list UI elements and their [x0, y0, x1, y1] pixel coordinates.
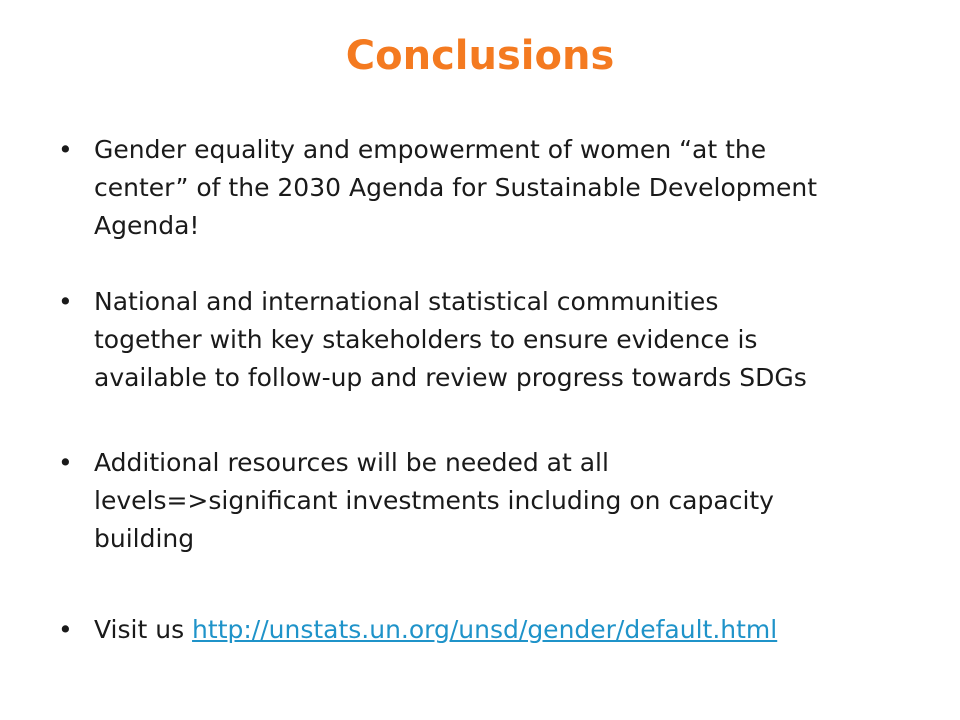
bullet-item — [58, 611, 908, 649]
bullet-text: Additional resources will be needed at all levels=>significant investments including on capacity building — [94, 448, 774, 553]
unsd-gender-link[interactable]: http://unstats.un.org/unsd/gender/default.html — [192, 615, 778, 644]
bullet-item — [58, 283, 908, 397]
bullet-item — [58, 131, 908, 245]
bullet-dot-icon: • — [58, 287, 73, 316]
bullet-text: Gender equality and empowerment of women “at the center” of the 2030 Agenda for Sustainable Development Agenda! — [94, 135, 818, 240]
visit-us-label: Visit us — [94, 615, 193, 644]
bullet-text: National and international statistical communities together with key stakeholders to ensure evidence is available to follow-up and review progress towards SDGs — [94, 287, 807, 392]
bullet-text-with-link — [94, 611, 908, 649]
slide-title: Conclusions — [345, 33, 615, 79]
bullet-dot-icon: • — [58, 448, 73, 477]
bullet-dot-icon: • — [58, 615, 73, 644]
bullet-dot-icon: • — [58, 135, 73, 164]
bullet-item — [58, 444, 908, 558]
